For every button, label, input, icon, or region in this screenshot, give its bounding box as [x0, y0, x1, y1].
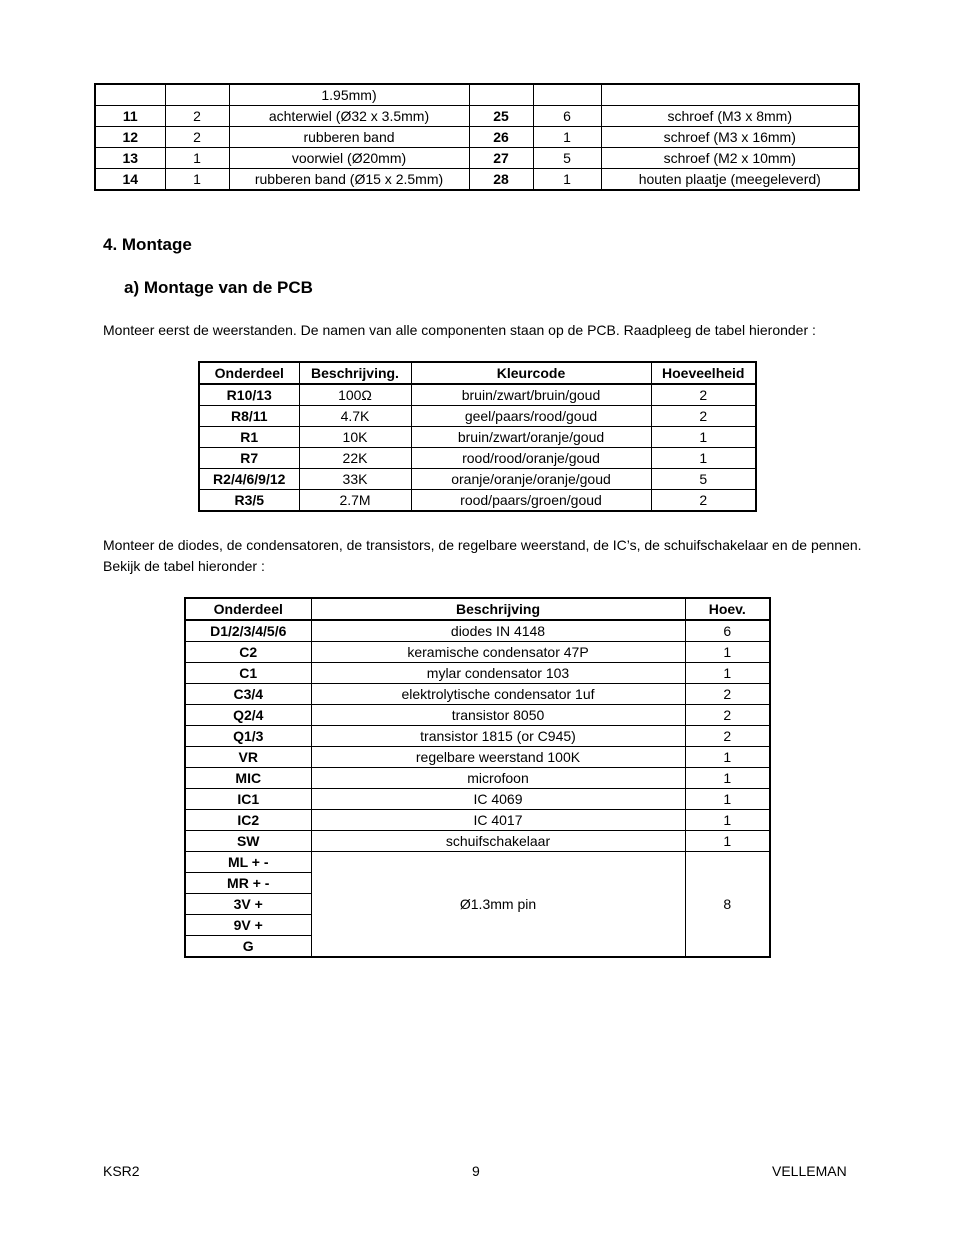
component-description: diodes IN 4148 [311, 620, 685, 642]
column-header: Beschrijving [311, 598, 685, 620]
column-header: Onderdeel [199, 362, 299, 384]
column-header: Beschrijving. [299, 362, 411, 384]
component-quantity: 1 [685, 663, 770, 684]
page-number: 9 [472, 1163, 480, 1179]
component-part: Q2/4 [185, 705, 311, 726]
table-row [185, 705, 770, 726]
component-quantity: 6 [685, 620, 770, 642]
table-row [185, 747, 770, 768]
resistor-color-code: oranje/oranje/oranje/goud [411, 469, 651, 490]
part-quantity: 2 [165, 127, 229, 148]
part-description: 1.95mm) [229, 84, 469, 106]
resistor-part: R10/13 [199, 384, 299, 406]
table-row [199, 406, 756, 427]
component-quantity: 1 [685, 768, 770, 789]
component-table [184, 597, 771, 958]
part-number: 14 [95, 169, 165, 191]
part-quantity [165, 84, 229, 106]
component-quantity: 1 [685, 831, 770, 852]
resistor-value: 22K [299, 448, 411, 469]
parts-table [94, 83, 860, 191]
pin-quantity: 8 [685, 852, 770, 958]
table-row [95, 148, 859, 169]
component-description: IC 4069 [311, 789, 685, 810]
component-part: Q1/3 [185, 726, 311, 747]
part-number: 11 [95, 106, 165, 127]
part-number: 12 [95, 127, 165, 148]
resistor-value: 2.7M [299, 490, 411, 512]
table-row [185, 726, 770, 747]
component-description: microfoon [311, 768, 685, 789]
pin-part: 3V + [185, 894, 311, 915]
table-header-row [199, 362, 756, 384]
table-row [95, 106, 859, 127]
column-header: Kleurcode [411, 362, 651, 384]
part-number: 28 [469, 169, 533, 191]
part-quantity: 2 [165, 106, 229, 127]
part-description: rubberen band [229, 127, 469, 148]
component-description: transistor 8050 [311, 705, 685, 726]
resistor-color-code: geel/paars/rood/goud [411, 406, 651, 427]
resistor-quantity: 1 [651, 448, 756, 469]
resistor-color-code: bruin/zwart/oranje/goud [411, 427, 651, 448]
table-row [199, 427, 756, 448]
footer-left: KSR2 [103, 1163, 140, 1179]
part-number: 13 [95, 148, 165, 169]
table-row [199, 384, 756, 406]
resistor-color-code: rood/rood/oranje/goud [411, 448, 651, 469]
pin-part: G [185, 936, 311, 958]
component-quantity: 1 [685, 789, 770, 810]
component-description: regelbare weerstand 100K [311, 747, 685, 768]
table-row [185, 620, 770, 642]
table-row [185, 768, 770, 789]
component-part: SW [185, 831, 311, 852]
component-part: C3/4 [185, 684, 311, 705]
intro-components-text: Monteer de diodes, de condensatoren, de transistors, de regelbare weerstand, de IC’s, de schuifschakelaar en de pennen. Bekijk de tabel hieronder : [103, 537, 862, 574]
component-quantity: 2 [685, 705, 770, 726]
part-quantity: 5 [533, 148, 601, 169]
resistor-color-code: bruin/zwart/bruin/goud [411, 384, 651, 406]
resistor-part: R2/4/6/9/12 [199, 469, 299, 490]
table-row [199, 469, 756, 490]
resistor-value: 33K [299, 469, 411, 490]
table-row [185, 642, 770, 663]
part-quantity: 1 [533, 169, 601, 191]
component-part: MIC [185, 768, 311, 789]
component-description: schuifschakelaar [311, 831, 685, 852]
component-description: transistor 1815 (or C945) [311, 726, 685, 747]
component-part: C2 [185, 642, 311, 663]
resistor-color-code: rood/paars/groen/goud [411, 490, 651, 512]
pin-part: ML + - [185, 852, 311, 873]
footer-right: VELLEMAN [772, 1163, 847, 1179]
table-row [95, 84, 859, 106]
part-quantity: 1 [165, 169, 229, 191]
part-description: schroef (M3 x 16mm) [601, 127, 859, 148]
column-header: Hoeveelheid [651, 362, 756, 384]
pin-description: Ø1.3mm pin [311, 852, 685, 958]
component-quantity: 2 [685, 726, 770, 747]
part-quantity [533, 84, 601, 106]
table-row [95, 169, 859, 191]
component-description: IC 4017 [311, 810, 685, 831]
resistor-part: R7 [199, 448, 299, 469]
component-quantity: 1 [685, 810, 770, 831]
part-description: achterwiel (Ø32 x 3.5mm) [229, 106, 469, 127]
table-row [185, 810, 770, 831]
table-row [199, 448, 756, 469]
table-row [185, 663, 770, 684]
part-description: schroef (M2 x 10mm) [601, 148, 859, 169]
part-description: rubberen band (Ø15 x 2.5mm) [229, 169, 469, 191]
resistor-quantity: 5 [651, 469, 756, 490]
component-description: mylar condensator 103 [311, 663, 685, 684]
resistor-value: 100Ω [299, 384, 411, 406]
table-row [199, 490, 756, 512]
table-header-row [185, 598, 770, 620]
table-row [185, 684, 770, 705]
part-description: houten plaatje (meegeleverd) [601, 169, 859, 191]
resistor-part: R1 [199, 427, 299, 448]
component-description: elektrolytische condensator 1uf [311, 684, 685, 705]
part-description: schroef (M3 x 8mm) [601, 106, 859, 127]
resistor-quantity: 2 [651, 490, 756, 512]
column-header: Hoev. [685, 598, 770, 620]
component-description: keramische condensator 47P [311, 642, 685, 663]
part-number [95, 84, 165, 106]
resistor-value: 4.7K [299, 406, 411, 427]
table-row [185, 831, 770, 852]
component-part: VR [185, 747, 311, 768]
table-row [95, 127, 859, 148]
component-part: IC1 [185, 789, 311, 810]
pin-part: MR + - [185, 873, 311, 894]
part-quantity: 6 [533, 106, 601, 127]
subsection-title: a) Montage van de PCB [124, 278, 313, 297]
component-quantity: 1 [685, 747, 770, 768]
component-quantity: 1 [685, 642, 770, 663]
component-part: C1 [185, 663, 311, 684]
resistor-value: 10K [299, 427, 411, 448]
part-quantity: 1 [533, 127, 601, 148]
part-description [601, 84, 859, 106]
resistor-part: R3/5 [199, 490, 299, 512]
intro-resistors-text: Monteer eerst de weerstanden. De namen van alle componenten staan op de PCB. Raadpleeg de tabel hieronder : [103, 322, 816, 338]
component-part: IC2 [185, 810, 311, 831]
section-title: 4. Montage [103, 235, 192, 254]
pin-part: 9V + [185, 915, 311, 936]
resistor-table [198, 361, 757, 512]
part-number: 26 [469, 127, 533, 148]
component-quantity: 2 [685, 684, 770, 705]
resistor-part: R8/11 [199, 406, 299, 427]
resistor-quantity: 2 [651, 384, 756, 406]
table-row [185, 789, 770, 810]
part-quantity: 1 [165, 148, 229, 169]
part-number [469, 84, 533, 106]
part-number: 25 [469, 106, 533, 127]
table-row [185, 852, 770, 873]
part-description: voorwiel (Ø20mm) [229, 148, 469, 169]
component-part: D1/2/3/4/5/6 [185, 620, 311, 642]
resistor-quantity: 1 [651, 427, 756, 448]
column-header: Onderdeel [185, 598, 311, 620]
part-number: 27 [469, 148, 533, 169]
resistor-quantity: 2 [651, 406, 756, 427]
